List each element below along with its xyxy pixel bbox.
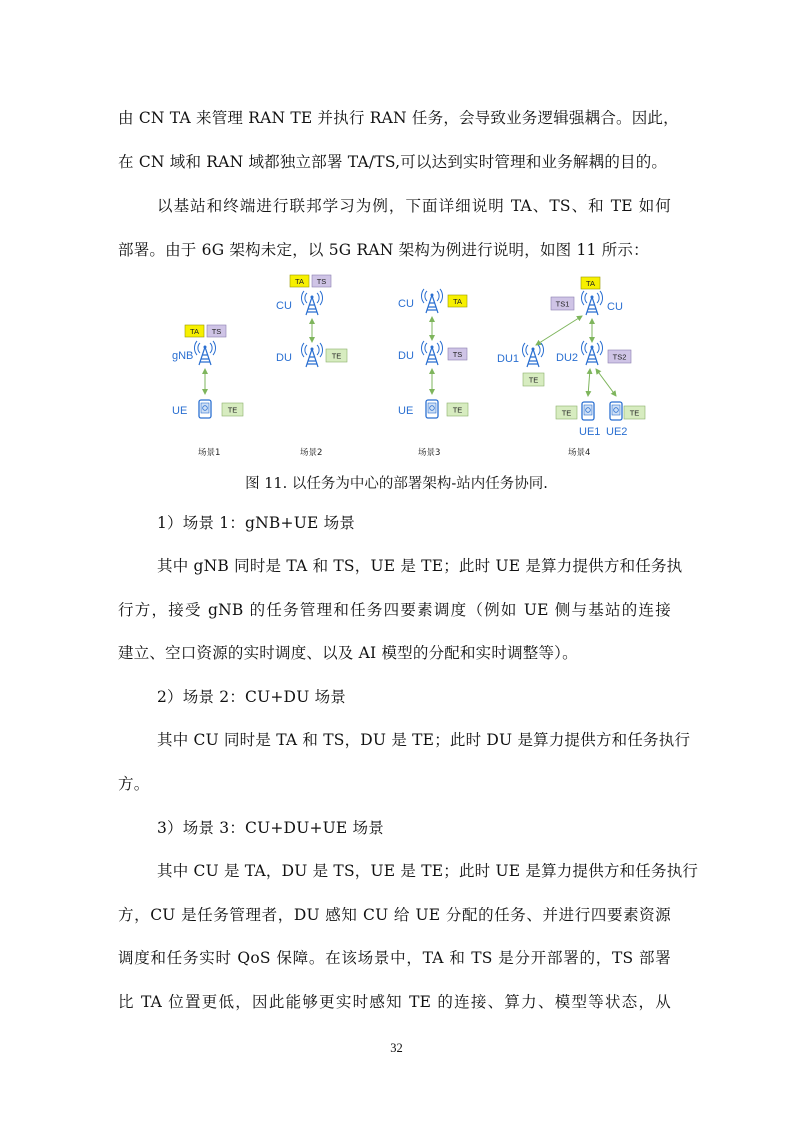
cu-tower-icon [301,291,322,315]
cu-label: CU [607,301,623,313]
scene-2-label: 场景2 [300,448,323,458]
ue-phone-icon [426,400,438,418]
scenario-1-line-1: 其中 gNB 同时是 TA 和 TS，UE 是 TE；此时 UE 是算力提供方和任务执 [157,557,683,575]
scene-2 [276,275,347,458]
cu-tower-icon [421,289,442,313]
ta-box-label: TA [452,297,463,306]
gnb-tower-icon [194,341,215,365]
du-label: DU [398,350,414,362]
gnb-label: gNB [172,350,194,362]
du1-label: DU1 [497,353,520,365]
du2-label: DU2 [556,352,579,364]
ta-box-label: TA [585,279,596,288]
scene-4 [497,277,645,458]
ue-label: UE [172,405,188,417]
ue1-phone-icon [582,402,594,420]
cu-label: CU [398,298,414,310]
scenario-3-line-2: 方，CU 是任务管理者，DU 感知 CU 给 UE 分配的任务、并进行四要素资源 [118,906,671,924]
ue-label: UE [398,405,414,417]
ue2-label: UE2 [606,426,628,438]
page-number: 32 [390,1041,403,1055]
scene-3 [398,289,468,458]
scene-1 [172,325,243,458]
scenario-3-line-4: 比 TA 位置更低，因此能够更实时感知 TE 的连接、算力、模型等状态，从 [118,993,671,1011]
paragraph-2-line-1: 以基站和终端进行联邦学习为例，下面详细说明 TA、TS、和 TE 如何 [157,197,671,215]
scenario-1-line-2: 行方，接受 gNB 的任务管理和任务四要素调度（例如 UE 侧与基站的连接 [118,601,671,619]
scenario-3-line-1: 其中 CU 是 TA，DU 是 TS，UE 是 TE；此时 UE 是算力提供方和任务执行 [157,862,699,880]
figure-caption: 图 11. 以任务为中心的部署架构-站内任务协同. [245,476,548,492]
paragraph-1-line-1: 由 CN TA 来管理 RAN TE 并执行 RAN 任务，会导致业务逻辑强耦合。因此， [118,109,679,127]
scene-4-label: 场景4 [568,448,591,458]
ue2-phone-icon [610,402,622,420]
scenario-2-heading: 2）场景 2：CU+DU 场景 [157,688,346,706]
du2-tower-icon [581,341,602,365]
scenario-3-line-3: 调度和任务实时 QoS 保障。在该场景中，TA 和 TS 是分开部署的，TS 部署 [118,949,671,967]
cu-tower-icon [581,291,602,315]
ta-box-label: TA [189,327,200,336]
ts-box-label: TS [452,350,463,359]
du-tower-icon [301,343,322,367]
te-box-label: TE [331,351,342,361]
scenario-1-heading: 1）场景 1：gNB+UE 场景 [157,514,356,532]
scene-1-label: 场景1 [198,448,221,458]
ts-box-label: TS [316,277,327,286]
te-box-label: TE [528,375,539,385]
te-box-label: TE [227,405,238,415]
du-tower-icon [421,341,442,365]
scenario-1-line-3: 建立、空口资源的实时调度、以及 AI 模型的分配和实时调整等）。 [118,644,578,662]
ts1-box-label: TS1 [555,299,570,309]
cu-label: CU [276,300,292,312]
paragraph-1-line-2: 在 CN 域和 RAN 域都独立部署 TA/TS,可以达到实时管理和业务解耦的目的。 [118,153,668,171]
du1-tower-icon [522,343,543,367]
te-box-label: TE [561,408,572,418]
deployment-architecture-figure [150,272,670,464]
ue1-label: UE1 [579,426,601,438]
te-box-label: TE [452,405,463,415]
paragraph-2-line-2: 部署。由于 6G 架构未定，以 5G RAN 架构为例进行说明，如图 11 所示： [118,241,649,259]
ts-box-label: TS [211,327,222,336]
ue-phone-icon [199,400,211,418]
scenario-2-line-1: 其中 CU 同时是 TA 和 TS，DU 是 TE；此时 DU 是算力提供方和任务执行 [157,731,691,749]
te-box-label: TE [629,408,640,418]
du-label: DU [276,352,292,364]
ta-box-label: TA [294,277,305,286]
ts2-box-label: TS2 [612,352,627,362]
scenario-2-line-2: 方。 [118,775,150,793]
scenario-3-heading: 3）场景 3：CU+DU+UE 场景 [157,819,384,837]
scene-3-label: 场景3 [418,448,441,458]
